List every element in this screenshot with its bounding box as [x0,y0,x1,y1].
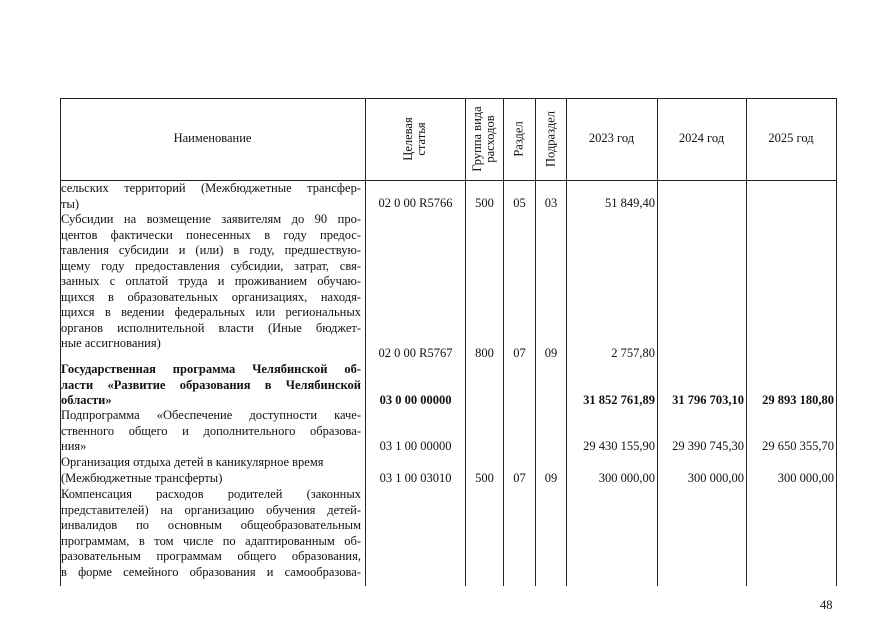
row-group: 500 [475,196,494,210]
table-top-border [60,98,836,99]
col-border-right [836,98,837,586]
row-code: 03 1 00 03010 [379,471,452,485]
table-row-name: Субсидии на возмещение заявителям до 90 про- центов фактически понесенных в году предос- тавления субсидии и (или) в году, предшествую- щему году предоставления субсидии, затрат, свя- занных с оплатой труда и проживанием обучаю- щихся в образовательных организациях, находя- щихся в ведении федеральных или региональных органов исполнительной власти (Иные бюджет- ные ассигнования) [61,212,361,350]
col-border-section [535,98,536,586]
row-section: 07 [513,471,526,485]
row-code: 02 0 00 R5767 [378,346,453,360]
row-value-2024: 31 796 703,10 [672,393,744,407]
header-2024: 2024 год [678,131,725,145]
row-section: 07 [513,346,526,360]
header-2023: 2023 год [588,131,635,145]
row-code: 02 0 00 R5766 [378,196,453,210]
row-value-2025: 29 893 180,80 [762,393,834,407]
row-group: 500 [475,471,494,485]
row-value-2023: 300 000,00 [598,471,655,485]
row-subsection: 03 [544,196,558,210]
table-row-name: Подпрограмма «Обеспечение доступности каче- ственного общего и дополнительного образова- ния» [61,408,361,453]
page-number: 48 [820,598,833,612]
header-expense-group: Группа вида расходов [470,106,497,172]
col-border-subsection [566,98,567,586]
row-value-2024: 300 000,00 [687,471,744,485]
row-code: 03 1 00 00000 [379,439,452,453]
row-value-2023: 2 757,80 [611,346,655,360]
header-subsection: Подраздел [543,111,558,167]
header-2025: 2025 год [768,131,814,145]
col-border-name [365,98,366,586]
col-border-2023 [657,98,658,586]
col-border-2024 [746,98,747,586]
row-subsection: 09 [544,471,558,485]
row-value-2023: 29 430 155,90 [583,439,655,453]
row-value-2023: 31 852 761,89 [583,393,655,407]
table-row-name: сельских территорий (Межбюджетные трансфер- ты) [61,181,361,211]
row-value-2023: 51 849,40 [605,196,655,210]
table-row-name: Компенсация расходов родителей (законных представителей) на организацию обучения детей- инвалидов по основным общеобразовательным программам, в том числе по адаптированным об- разовательным программам общего образования, в форме семейного образования и самообразова- [61,487,361,579]
table-row-name: Организация отдыха детей в каникулярное время (Межбюджетные трансферты) [61,455,324,485]
row-value-2024: 29 390 745,30 [672,439,744,453]
header-section: Раздел [511,121,526,157]
row-section: 05 [513,196,526,210]
row-subsection: 09 [544,346,558,360]
header-target-article: Целевая статья [401,117,428,161]
row-code: 03 0 00 00000 [379,393,452,407]
row-value-2025: 300 000,00 [777,471,834,485]
col-border-code [465,98,466,586]
col-border-group [503,98,504,586]
row-value-2025: 29 650 355,70 [762,439,834,453]
header-name: Наименование [173,131,252,145]
row-group: 800 [475,346,494,360]
table-row-name: Государственная программа Челябинской об- ласти «Развитие образования в Челябинской области» [61,362,361,407]
